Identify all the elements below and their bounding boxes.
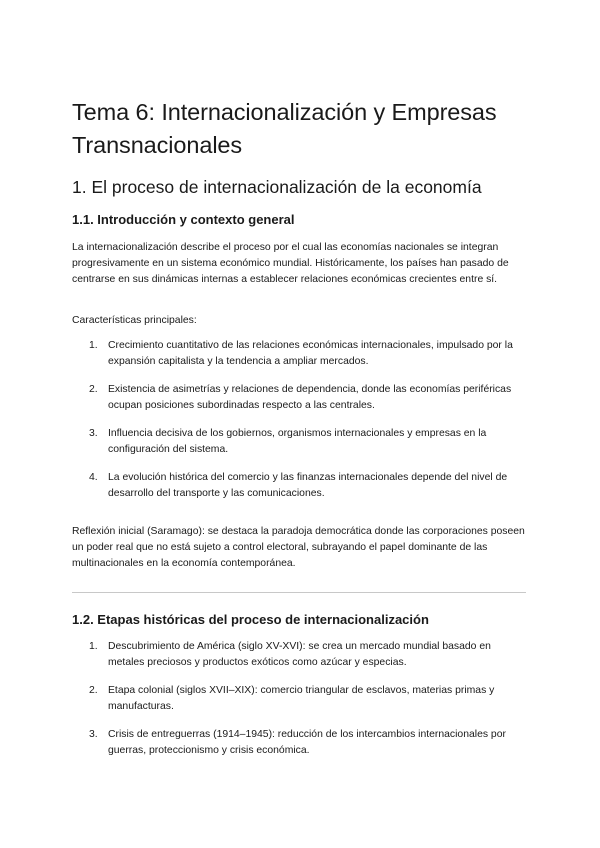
- features-label: Características principales:: [72, 315, 197, 326]
- features-list: [72, 338, 526, 514]
- list-item: [72, 470, 526, 501]
- section-heading: 1. El proceso de internacionalización de la economía: [72, 177, 482, 197]
- list-item-text: La evolución histórica del comercio y las finanzas internacionales depende del nivel de desarrollo del transporte y las comunicaciones.: [108, 472, 508, 499]
- reflection-paragraph: Reflexión inicial (Saramago): se destaca la paradoja democrática donde las corporaciones poseen un poder real que no está sujeto a control electoral, subrayando el papel dominante de las multinacionales en la economía contemporánea.: [72, 526, 525, 569]
- list-item-text: Existencia de asimetrías y relaciones de dependencia, donde las economías periféricas ocupan posiciones subordinadas respecto a las centrales.: [108, 384, 512, 411]
- list-item: [72, 727, 526, 758]
- page-title: Tema 6: Internacionalización y Empresas Transnacionales: [72, 99, 497, 158]
- list-item-text: Descubrimiento de América (siglo XV-XVI): se crea un mercado mundial basado en metales preciosos y productos exóticos como azúcar y especias.: [108, 641, 491, 668]
- list-number: 2.: [89, 685, 98, 696]
- list-item-text: Etapa colonial (siglos XVII–XIX): comercio triangular de esclavos, materias primas y manufacturas.: [108, 685, 495, 712]
- list-item: [72, 683, 526, 714]
- list-number: 2.: [89, 384, 98, 395]
- list-item: [72, 639, 526, 670]
- list-number: 4.: [89, 472, 98, 483]
- intro-paragraph: La internacionalización describe el proceso por el cual las economías nacionales se integran progresivamente en un sistema económico mundial. Históricamente, los países han pasado de centrarse en sus dinámicas internas a establecer relaciones económicas crecientes entre sí.: [72, 242, 509, 285]
- subsection-heading-stages: 1.2. Etapas históricas del proceso de internacionalización: [72, 612, 429, 627]
- list-item: [72, 382, 526, 413]
- list-number: 1.: [89, 641, 98, 652]
- list-number: 1.: [89, 340, 98, 351]
- list-number: 3.: [89, 428, 98, 439]
- subsection-heading-intro: 1.1. Introducción y contexto general: [72, 212, 295, 227]
- section-divider: [72, 592, 526, 593]
- list-item-text: Crecimiento cuantitativo de las relaciones económicas internacionales, impulsado por la expansión capitalista y la tendencia a ampliar mercados.: [108, 340, 513, 367]
- list-item: [72, 426, 526, 457]
- list-item-text: Crisis de entreguerras (1914–1945): reducción de los intercambios internacionales por guerras, proteccionismo y crisis económica.: [108, 729, 506, 756]
- list-item-text: Influencia decisiva de los gobiernos, organismos internacionales y empresas en la configuración del sistema.: [108, 428, 487, 455]
- list-number: 3.: [89, 729, 98, 740]
- stages-list: [72, 639, 526, 771]
- list-item: [72, 338, 526, 369]
